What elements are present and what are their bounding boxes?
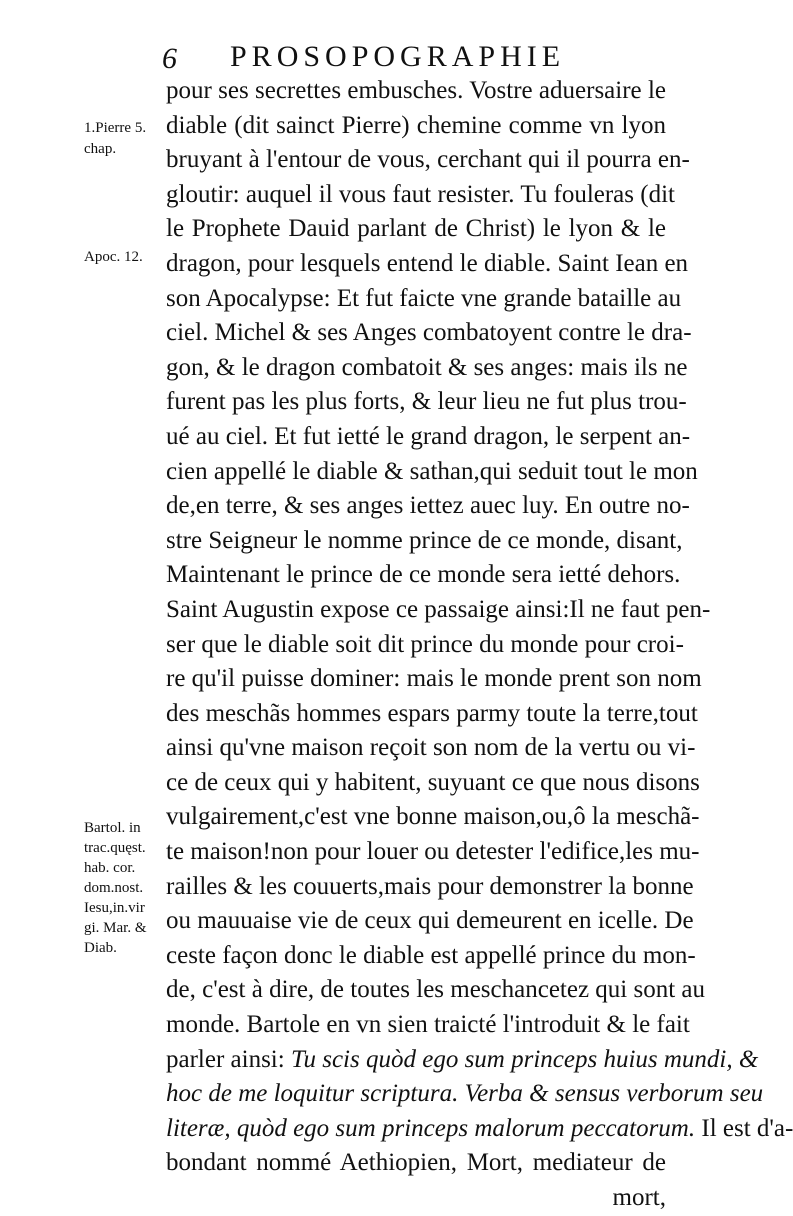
running-head: PROSOPOGRAPHIE <box>230 40 566 73</box>
text-line: ou mauuaise vie de ceux qui demeurent en icelle. De <box>166 907 694 935</box>
text-line: cien appellé le diable & sathan,qui seduit tout le mon <box>166 457 698 485</box>
text-line: gloutir: auquel il vous faut resister. Tu fouleras (dit <box>166 180 675 208</box>
margin-note: Diab. <box>84 940 117 956</box>
text-line: de,en terre, & ses anges iettez auec luy. En outre no- <box>166 492 690 520</box>
page-number: 6 <box>162 42 177 75</box>
margin-note: trac.quęst. <box>84 840 146 856</box>
margin-note: Bartol. in <box>84 820 141 836</box>
text-line: ué au ciel. Et fut ietté le grand dragon, le serpent an- <box>166 422 691 450</box>
text-line: dragon, pour lesquels entend le diable. Saint Iean en <box>166 249 689 277</box>
text-line: des meschãs hommes espars parmy toute la terre,tout <box>166 699 698 727</box>
text-line: ser que le diable soit dit prince du monde pour croi- <box>166 630 684 658</box>
text-line: ce de ceux qui y habitent, suyuant ce que nous disons <box>166 768 700 796</box>
margin-note: chap. <box>84 141 117 157</box>
text-line: son Apocalypse: Et fut faicte vne grande bataille au <box>166 284 682 312</box>
catchword: mort, <box>612 1184 666 1211</box>
text-line: stre Seigneur le nomme prince de ce monde, disant, <box>166 526 683 554</box>
roman-text: parler ainsi: <box>166 1045 291 1073</box>
margin-note: 1.Pierre 5. <box>84 120 147 136</box>
text-line-mixed <box>166 1112 793 1147</box>
text-line: Maintenant le prince de ce monde sera ietté dehors. <box>166 561 681 589</box>
text-line: ainsi qu'vne maison reçoit son nom de la vertu ou vi- <box>166 734 696 762</box>
latin-quote: literæ, quòd ego sum princeps malorum peccatorum. <box>166 1114 696 1142</box>
text-line: le Prophete Dauid parlant de Christ) le lyon & le <box>166 215 666 243</box>
text-line: te maison!non pour louer ou detester l'edifice,les mu- <box>166 838 700 866</box>
text-line: diable (dit sainct Pierre) chemine comme vn lyon <box>166 111 666 139</box>
text-line: vulgairement,c'est vne bonne maison,ou,ô la meschã- <box>166 803 700 831</box>
text-line-mixed <box>166 1077 764 1112</box>
margin-note: Apoc. 12. <box>84 249 143 265</box>
margin-note: Iesu,in.vir <box>84 900 145 916</box>
text-line: de, c'est à dire, de toutes les meschancetez qui sont au <box>166 976 706 1004</box>
latin-quote: hoc de me loquitur scriptura. Verba & sensus verborum seu <box>166 1080 764 1108</box>
text-line: re qu'il puisse dominer: mais le monde prent son nom <box>166 665 702 693</box>
text-line: pour ses secrettes embusches. Vostre aduersaire le <box>166 77 666 104</box>
margin-note: hab. cor. <box>84 860 136 876</box>
text-line-mixed <box>166 1043 759 1078</box>
margin-note: dom.nost. <box>84 880 144 896</box>
text-line: Saint Augustin expose ce passaige ainsi:Il ne faut pen- <box>166 595 711 623</box>
text-line: railles & les couuerts,mais pour demonstrer la bonne <box>166 872 694 900</box>
text-line: bruyant à l'entour de vous, cerchant qui il pourra en- <box>166 146 690 174</box>
margin-note: gi. Mar. & <box>84 920 147 936</box>
text-line: furent pas les plus forts, & leur lieu ne fut plus trou- <box>166 388 687 416</box>
text-line: monde. Bartole en vn sien traicté l'introduit & le fait <box>166 1011 690 1039</box>
text-line: gon, & le dragon combatoit & ses anges: mais ils ne <box>166 353 688 381</box>
text-line: ciel. Michel & ses Anges combatoyent contre le dra- <box>166 319 692 347</box>
text-line: bondant nommé Aethiopien, Mort, mediateur de <box>166 1149 666 1177</box>
latin-quote: Tu scis quòd ego sum princeps huius mundi, & <box>290 1045 759 1073</box>
body-text <box>166 74 793 1216</box>
text-line: ceste façon donc le diable est appellé prince du mon- <box>166 941 696 969</box>
roman-text: Il est d'a- <box>695 1114 793 1142</box>
margin-notes <box>0 0 160 1024</box>
